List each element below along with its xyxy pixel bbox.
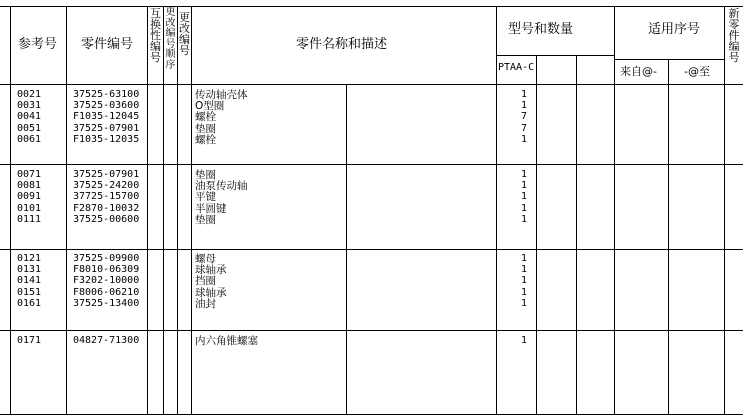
part-number-cell: 37525-09900 [73, 253, 140, 264]
ref-cell: 0031 [17, 100, 42, 112]
quantity-cell: 1 [521, 275, 528, 287]
quantity-cell: 7 [521, 111, 528, 123]
vline-model-end [614, 6, 615, 415]
vline-desc-end [496, 6, 497, 415]
part-number-cell: 37525-00600 [73, 213, 140, 225]
part-number-cell: F8010-06309 [73, 264, 140, 276]
header-char: 更 [165, 7, 176, 18]
vline-part [147, 6, 148, 415]
quantity-cell: 1 [521, 180, 528, 192]
header-char: 改 [179, 22, 190, 35]
part-name-cell: 垫圈 [195, 169, 216, 181]
header-char: 序 [165, 59, 176, 71]
vline-desc-split [346, 84, 347, 415]
vline-change-order [177, 6, 178, 415]
part-name-cell: 半圆键 [195, 202, 227, 215]
ref-cell: 0141 [17, 275, 42, 287]
quantity-cell: 1 [521, 286, 528, 298]
header-char: 编 [165, 28, 176, 39]
group-separator-3 [0, 330, 743, 331]
part-number-cell: 37525-24200 [73, 180, 140, 192]
header-char: 互 [150, 7, 161, 20]
vline-model2 [576, 55, 577, 415]
part-number-cell: 37525-13400 [73, 297, 140, 309]
quantity-cell: 1 [521, 335, 528, 346]
ref-cell: 0021 [17, 89, 42, 100]
quantity-cell: 1 [521, 264, 528, 276]
header-change-no [178, 12, 191, 56]
ref-cell: 0161 [17, 297, 42, 309]
ref-cell: 0041 [17, 111, 42, 123]
header-part-name-desc: 零件名称和描述 [296, 37, 388, 52]
header-char: 号 [179, 44, 190, 57]
group-separator-2 [0, 249, 743, 250]
quantity-cell: 1 [521, 133, 528, 145]
part-name-cell: 油泵传动轴 [195, 180, 248, 193]
ref-cell: 0091 [17, 191, 42, 203]
ref-cell: 0081 [17, 180, 42, 192]
part-number-cell: F1035-12045 [73, 111, 140, 123]
header-from: 来自@- [620, 65, 657, 78]
part-number-cell: 37525-03600 [73, 100, 140, 112]
header-char: 编 [179, 33, 190, 46]
ref-cell: 0151 [17, 286, 42, 298]
header-subline-model [496, 55, 614, 56]
header-part-no: 零件编号 [81, 37, 134, 52]
part-name-cell: 球轴承 [195, 286, 227, 299]
header-char: 件 [728, 29, 740, 42]
quantity-cell: 7 [521, 122, 528, 134]
ref-cell: 0071 [17, 169, 42, 180]
header-char: 号 [165, 38, 176, 50]
part-name-cell: 螺栓 [195, 133, 216, 146]
ref-cell: 0121 [17, 253, 42, 264]
header-subline-serial [614, 59, 724, 60]
vline-serial-end [724, 6, 725, 415]
part-name-cell: 螺栓 [195, 111, 216, 124]
part-number-cell: F1035-12035 [73, 133, 140, 145]
part-number-cell: 37525-07901 [73, 169, 140, 180]
ref-cell: 0171 [17, 335, 42, 346]
header-char: 号 [728, 51, 740, 64]
part-number-cell: F2870-10032 [73, 202, 140, 214]
part-name-cell: 螺母 [195, 253, 216, 265]
ref-cell: 0051 [17, 122, 42, 134]
part-name-cell: 挡圈 [195, 275, 216, 288]
part-name-cell: 垫圈 [195, 122, 216, 135]
header-new-part-no [725, 8, 743, 63]
ref-cell: 0111 [17, 213, 42, 225]
header-model-qty: 型号和数量 [508, 22, 574, 37]
quantity-cell: 1 [521, 89, 528, 100]
header-interchange-no [148, 8, 163, 63]
vline-left [10, 6, 11, 415]
part-number-cell: F8006-06210 [73, 286, 140, 298]
part-number-cell: 37525-63100 [73, 89, 140, 100]
part-name-cell: 传动轴壳体 [195, 89, 248, 101]
header-char: 顺 [165, 49, 176, 60]
part-number-cell: F3202-10000 [73, 275, 140, 287]
part-number-cell: 37725-15700 [73, 191, 140, 203]
header-bottom [0, 84, 743, 85]
header-to: -@至 [684, 65, 710, 78]
part-number-cell: 04827-71300 [73, 335, 140, 346]
quantity-cell: 1 [521, 100, 528, 112]
part-name-cell: 油封 [195, 297, 216, 310]
quantity-cell: 1 [521, 191, 528, 203]
vline-ref [66, 6, 67, 415]
quantity-cell: 1 [521, 169, 528, 180]
header-char: 零 [728, 18, 740, 31]
ref-cell: 0131 [17, 264, 42, 276]
quantity-cell: 1 [521, 253, 528, 264]
quantity-cell: 1 [521, 297, 528, 309]
table-border-top [0, 6, 743, 7]
header-char: 编 [150, 40, 161, 53]
part-name-cell: 平键 [195, 191, 216, 204]
ref-cell: 0061 [17, 133, 42, 145]
header-char: 改 [165, 17, 176, 29]
header-char: 性 [150, 29, 161, 42]
vline-model1 [536, 55, 537, 415]
part-name-cell: 垫圈 [195, 213, 216, 226]
vline-serial-mid [668, 59, 669, 415]
header-ref-no: 参考号 [18, 37, 58, 52]
header-char: 更 [179, 11, 190, 24]
quantity-cell: 1 [521, 213, 528, 225]
group-separator-1 [0, 164, 743, 165]
part-name-cell: O型圈 [195, 100, 225, 113]
part-name-cell: 内六角锥螺塞 [195, 335, 258, 347]
part-number-cell: 37525-07901 [73, 122, 140, 134]
header-change-order [164, 8, 177, 71]
vline-change-no [191, 6, 192, 415]
header-applicable-serial: 适用序号 [648, 22, 701, 37]
header-model-code: PTAA-C [498, 62, 535, 73]
header-char: 编 [728, 40, 740, 53]
part-name-cell: 球轴承 [195, 264, 227, 277]
header-char: 号 [150, 51, 161, 64]
table-border-bottom [0, 414, 743, 415]
ref-cell: 0101 [17, 202, 42, 214]
quantity-cell: 1 [521, 202, 528, 214]
header-char: 新 [728, 7, 740, 20]
header-char: 换 [150, 18, 161, 31]
